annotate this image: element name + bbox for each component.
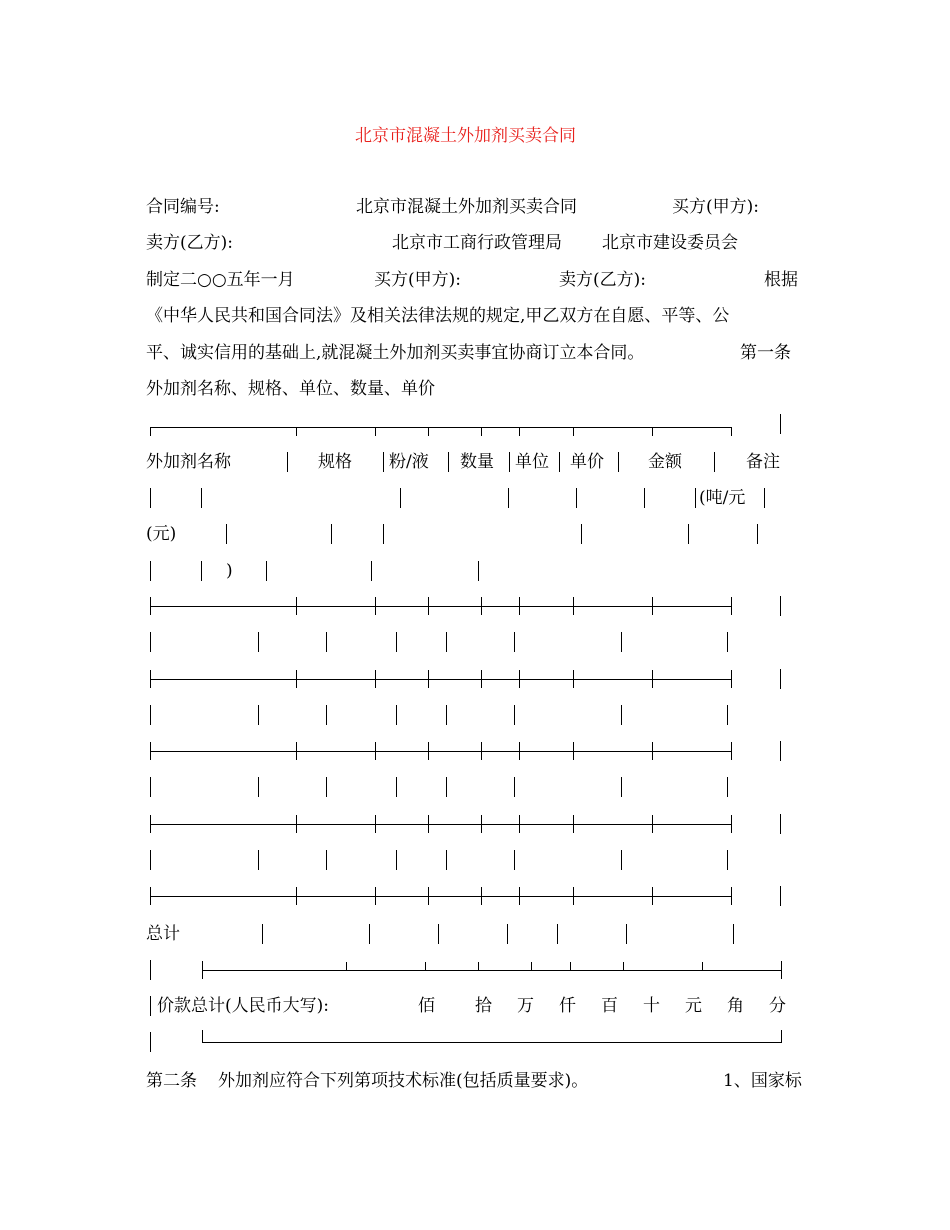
table-tick — [478, 962, 479, 971]
table-bar — [258, 705, 259, 725]
table-row-rule — [150, 896, 732, 897]
table-bar — [644, 488, 645, 508]
table-tick — [531, 962, 532, 971]
col-header-spec: 规格 — [318, 452, 352, 472]
table-tick — [652, 815, 653, 833]
table-bar — [446, 632, 447, 652]
table-tick — [150, 670, 151, 688]
table-tick — [519, 742, 520, 760]
table-bar — [287, 452, 288, 472]
total-label: 总计 — [146, 924, 180, 944]
table-tick — [731, 815, 732, 833]
table-bar — [507, 924, 508, 944]
table-tick — [481, 597, 482, 615]
table-tick — [428, 887, 429, 905]
table-bar — [559, 452, 560, 472]
according-text: 根据 — [764, 270, 798, 290]
buyer-label: 买方(甲方): — [672, 197, 759, 217]
money-unit: 万 — [517, 996, 534, 1016]
table-tick — [296, 815, 297, 833]
table-bar — [621, 632, 622, 652]
table-tick — [652, 427, 653, 436]
table-bar — [733, 924, 734, 944]
col-header-name: 外加剂名称 — [146, 452, 231, 472]
table-tick — [573, 742, 574, 760]
table-bar — [448, 452, 449, 472]
table-tick — [731, 742, 732, 760]
money-unit: 仟 — [559, 996, 576, 1016]
table-tick — [702, 962, 703, 971]
table-tick — [481, 670, 482, 688]
body-line-2: 平、诚实信用的基础上,就混凝土外加剂买卖事宜协商订立本合同。 — [146, 343, 645, 363]
table-bar — [446, 850, 447, 870]
table-tick — [375, 815, 376, 833]
table-bar — [150, 632, 151, 652]
table-bar — [621, 850, 622, 870]
col-header-qty: 数量 — [460, 452, 494, 472]
table-bar — [618, 452, 619, 472]
table-bar — [371, 561, 372, 581]
table-tick — [652, 742, 653, 760]
table-bar — [780, 596, 781, 616]
table-tick — [425, 962, 426, 971]
article-2-label: 第二条 — [146, 1071, 197, 1091]
article-1-title: 外加剂名称、规格、单位、数量、单价 — [146, 379, 435, 399]
price-total-label: 价款总计(人民币大写): — [157, 996, 329, 1016]
table-bar — [446, 777, 447, 797]
table-tick — [570, 962, 571, 971]
table-tick — [375, 597, 376, 615]
table-bar — [621, 705, 622, 725]
col-header-remark: 备注 — [746, 452, 780, 472]
table-bar — [383, 524, 384, 544]
table-tick — [573, 670, 574, 688]
body-line-1: 《中华人民共和国合同法》及相关法律法规的规定,甲乙双方在自愿、平等、公 — [146, 306, 730, 326]
table-bar — [780, 414, 781, 434]
table-bar — [396, 705, 397, 725]
table-tick — [428, 742, 429, 760]
table-bar — [581, 524, 582, 544]
table-tick — [296, 670, 297, 688]
table-bar — [150, 1032, 151, 1052]
buyer-label-2: 买方(甲方): — [374, 270, 461, 290]
col-header-amount: 金额 — [648, 452, 682, 472]
issuer-1: 北京市工商行政管理局 — [392, 233, 562, 253]
price-unit-close: ) — [226, 561, 233, 581]
table-bar — [150, 705, 151, 725]
table-bar — [258, 632, 259, 652]
table-tick — [731, 887, 732, 905]
table-bar — [780, 814, 781, 834]
table-tick — [428, 427, 429, 436]
table-bar — [150, 996, 151, 1016]
table-bar — [727, 705, 728, 725]
table-tick — [150, 887, 151, 905]
table-bar — [201, 488, 202, 508]
table-bar — [688, 524, 689, 544]
table-bar — [780, 886, 781, 906]
money-box-top-rule — [202, 970, 781, 971]
table-top-rule — [150, 427, 732, 428]
table-bar — [727, 850, 728, 870]
table-bar — [508, 488, 509, 508]
table-bar — [326, 705, 327, 725]
table-tick — [519, 597, 520, 615]
table-bar — [780, 669, 781, 689]
col-header-form: 粉/液 — [389, 452, 429, 472]
table-tick — [573, 427, 574, 436]
table-bar — [262, 924, 263, 944]
table-row-rule — [150, 606, 732, 607]
money-unit: 佰 — [418, 996, 435, 1016]
table-tick — [481, 887, 482, 905]
table-bar — [557, 924, 558, 944]
money-unit: 拾 — [475, 996, 492, 1016]
table-bar — [326, 850, 327, 870]
table-row-rule — [150, 751, 732, 752]
table-tick — [296, 887, 297, 905]
table-tick — [623, 962, 624, 971]
table-bar — [396, 632, 397, 652]
table-tick — [519, 670, 520, 688]
article-2-tail: 1、国家标 — [723, 1071, 802, 1091]
table-bar — [400, 488, 401, 508]
table-bar — [514, 705, 515, 725]
table-tick — [481, 742, 482, 760]
table-bar — [757, 524, 758, 544]
table-bar — [396, 777, 397, 797]
table-bar — [727, 777, 728, 797]
table-bar — [383, 452, 384, 472]
table-bar — [326, 777, 327, 797]
table-tick — [731, 597, 732, 615]
col-header-unit: 单位 — [515, 452, 549, 472]
table-tick — [519, 815, 520, 833]
table-bar — [258, 777, 259, 797]
table-bar — [514, 632, 515, 652]
table-corner — [150, 427, 151, 436]
table-bar — [396, 850, 397, 870]
table-tick — [428, 815, 429, 833]
seller-label: 卖方(乙方): — [146, 233, 233, 253]
table-bar — [727, 632, 728, 652]
table-tick — [296, 427, 297, 436]
table-tick — [296, 742, 297, 760]
table-bar — [202, 961, 203, 979]
contract-name: 北京市混凝土外加剂买卖合同 — [356, 197, 577, 217]
table-tick — [731, 427, 732, 436]
table-bar — [150, 850, 151, 870]
table-bar — [514, 850, 515, 870]
table-tick — [150, 742, 151, 760]
table-bar — [764, 488, 765, 508]
table-tick — [652, 597, 653, 615]
issuer-2: 北京市建设委员会 — [602, 233, 738, 253]
table-tick — [375, 742, 376, 760]
table-row-rule — [150, 679, 732, 680]
table-tick — [375, 427, 376, 436]
table-bar — [326, 632, 327, 652]
table-bar — [714, 452, 715, 472]
table-tick — [519, 427, 520, 436]
contract-number-label: 合同编号: — [146, 197, 220, 217]
table-tick — [296, 597, 297, 615]
table-bar — [258, 850, 259, 870]
money-box-bottom-rule — [202, 1042, 782, 1043]
table-bar — [202, 1030, 203, 1042]
table-bar — [150, 960, 151, 980]
table-tick — [573, 815, 574, 833]
money-unit: 百 — [601, 996, 618, 1016]
money-unit: 分 — [769, 996, 786, 1016]
made-date: 制定二○○五年一月 — [146, 270, 295, 290]
money-unit: 角 — [727, 996, 744, 1016]
price-unit-label: (吨/元 — [699, 488, 746, 508]
table-row-rule — [150, 824, 732, 825]
table-bar — [514, 777, 515, 797]
table-bar — [478, 561, 479, 581]
table-bar — [446, 705, 447, 725]
table-tick — [150, 815, 151, 833]
money-unit: 元 — [685, 996, 702, 1016]
table-tick — [481, 815, 482, 833]
table-bar — [781, 1030, 782, 1042]
table-bar — [626, 924, 627, 944]
article-1-label: 第一条 — [740, 343, 791, 363]
table-bar — [780, 741, 781, 761]
table-tick — [652, 670, 653, 688]
table-tick — [573, 597, 574, 615]
document-title: 北京市混凝土外加剂买卖合同 — [355, 126, 576, 146]
table-bar — [150, 777, 151, 797]
amount-unit-label: (元) — [146, 524, 177, 544]
table-bar — [150, 561, 151, 581]
table-tick — [652, 887, 653, 905]
table-bar — [226, 524, 227, 544]
table-tick — [731, 670, 732, 688]
table-bar — [576, 488, 577, 508]
table-bar — [201, 561, 202, 581]
table-tick — [428, 597, 429, 615]
table-tick — [375, 670, 376, 688]
table-bar — [369, 924, 370, 944]
table-tick — [519, 887, 520, 905]
col-header-price: 单价 — [570, 452, 604, 472]
money-unit: 十 — [643, 996, 660, 1016]
table-tick — [481, 427, 482, 436]
table-tick — [150, 597, 151, 615]
table-bar — [621, 777, 622, 797]
article-2-text: 外加剂应符合下列第项技术标准(包括质量要求)。 — [218, 1071, 589, 1091]
table-bar — [509, 452, 510, 472]
seller-label-2: 卖方(乙方): — [559, 270, 646, 290]
table-bar — [266, 561, 267, 581]
table-tick — [375, 887, 376, 905]
table-bar — [150, 488, 151, 508]
table-tick — [346, 962, 347, 971]
table-bar — [781, 961, 782, 979]
table-bar — [438, 924, 439, 944]
table-bar — [331, 524, 332, 544]
table-tick — [428, 670, 429, 688]
table-bar — [695, 488, 696, 508]
table-tick — [573, 887, 574, 905]
